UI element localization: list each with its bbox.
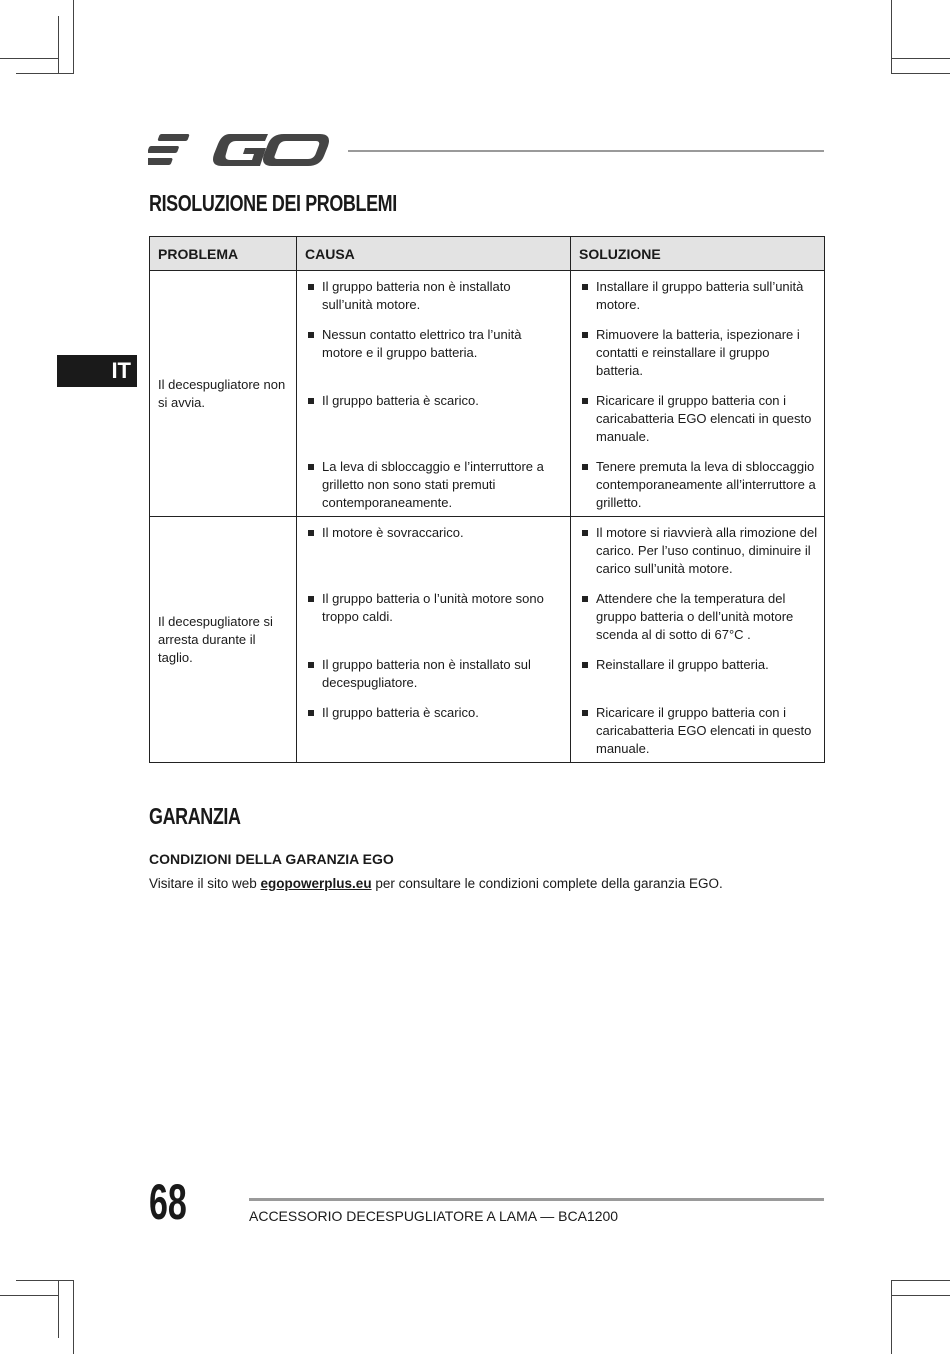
cause-item: Il motore è sovraccarico. [305, 524, 564, 590]
warranty-text [149, 876, 723, 891]
crop-mark [892, 1295, 950, 1296]
crop-mark [73, 1280, 74, 1354]
warranty-link[interactable]: egopowerplus.eu [260, 876, 372, 891]
cause-item: Il gruppo batteria è scarico. [305, 704, 564, 758]
section-title-troubleshooting: RISOLUZIONE DEI PROBLEMI [149, 190, 397, 216]
crop-mark [16, 73, 74, 74]
troubleshooting-table [149, 236, 825, 763]
solution-item: Tenere premuta la leva di sbloccaggio contemporaneamente all’interruttore a grilletto. [579, 458, 818, 512]
solution-item: Ricaricare il gruppo batteria con i caricabatteria EGO elencati in questo manuale. [579, 704, 818, 758]
crop-mark [58, 1280, 59, 1338]
language-tab: IT [57, 355, 137, 387]
crop-mark [16, 1280, 74, 1281]
column-header-cause: CAUSA [297, 237, 571, 271]
solution-item: Ricaricare il gruppo batteria con i caricabatteria EGO elencati in questo manuale. [579, 392, 818, 458]
footer-rule [249, 1198, 824, 1201]
problem-cell: Il decespugliatore si arresta durante il taglio. [150, 517, 297, 763]
solution-cell [571, 271, 825, 517]
crop-mark [891, 0, 892, 74]
ego-logo [148, 128, 332, 172]
solution-item: Il motore si riavvierà alla rimozione del carico. Per l’uso continuo, diminuire il carico sull’unità motore. [579, 524, 818, 590]
crop-mark [0, 58, 58, 59]
crop-mark [891, 1280, 892, 1354]
warranty-text-before: Visitare il sito web [149, 876, 261, 891]
table-row [150, 517, 825, 763]
cause-item: Nessun contatto elettrico tra l’unità motore e il gruppo batteria. [305, 326, 564, 392]
problem-cell: Il decespugliatore non si avvia. [150, 271, 297, 517]
cause-item: Il gruppo batteria è scarico. [305, 392, 564, 458]
crop-mark [73, 0, 74, 74]
crop-mark [58, 16, 59, 74]
crop-mark [0, 1295, 58, 1296]
table-header-row [150, 237, 825, 271]
cause-cell [297, 271, 571, 517]
column-header-solution: SOLUZIONE [571, 237, 825, 271]
crop-mark [892, 58, 950, 59]
table-row [150, 271, 825, 517]
cause-item: Il gruppo batteria non è installato sul decespugliatore. [305, 656, 564, 704]
crop-mark [892, 1280, 950, 1281]
cause-item: La leva di sbloccaggio e l’interruttore a grilletto non sono stati premuti contemporaneamente. [305, 458, 564, 512]
header-rule [348, 150, 824, 152]
solution-cell [571, 517, 825, 763]
footer-document-title: ACCESSORIO DECESPUGLIATORE A LAMA — BCA1200 [249, 1208, 619, 1224]
page-number: 68 [149, 1174, 187, 1230]
warranty-text-after: per consultare le condizioni complete della garanzia EGO. [371, 876, 723, 891]
solution-item: Reinstallare il gruppo batteria. [579, 656, 818, 704]
cause-item: Il gruppo batteria non è installato sull’unità motore. [305, 278, 564, 326]
crop-mark [892, 73, 950, 74]
section-title-warranty: GARANZIA [149, 803, 241, 829]
warranty-subtitle: CONDIZIONI DELLA GARANZIA EGO [149, 851, 394, 867]
solution-item: Attendere che la temperatura del gruppo batteria o dell’unità motore scenda al di sotto di 67°C . [579, 590, 818, 656]
cause-item: Il gruppo batteria o l’unità motore sono troppo caldi. [305, 590, 564, 656]
solution-item: Rimuovere la batteria, ispezionare i contatti e reinstallare il gruppo batteria. [579, 326, 818, 392]
cause-cell [297, 517, 571, 763]
solution-item: Installare il gruppo batteria sull’unità motore. [579, 278, 818, 326]
column-header-problem: PROBLEMA [150, 237, 297, 271]
